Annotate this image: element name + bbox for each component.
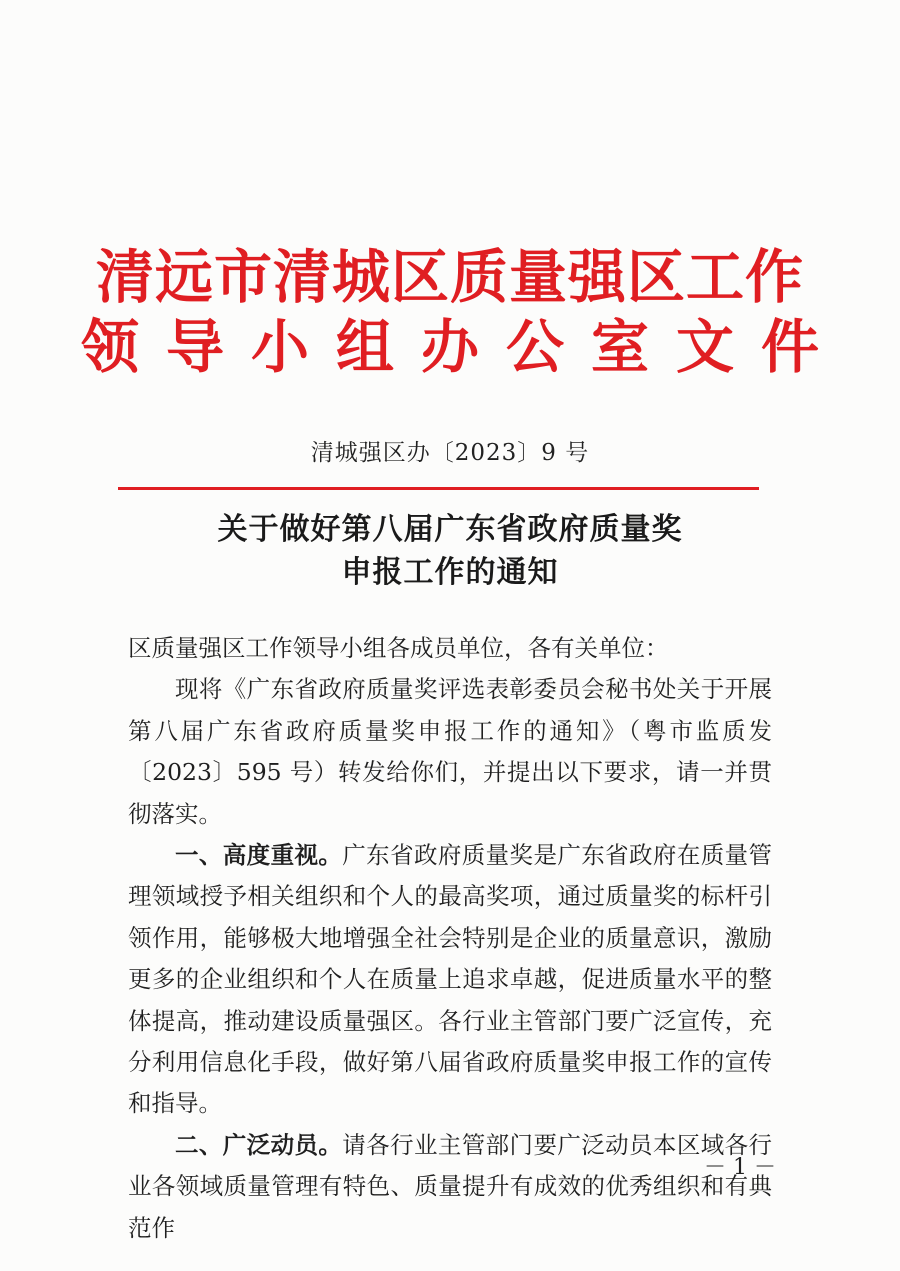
section-2-heading: 二、广泛动员。 (175, 1130, 343, 1159)
paragraph-section-1 (128, 835, 772, 1125)
addressee: 区质量强区工作领导小组各成员单位，各有关单位： (128, 634, 669, 662)
document-number: 清城强区办〔2023〕9 号 (310, 440, 590, 466)
section-2-text: 请各行业主管部门要广泛动员本区域各行业各领域质量管理有特色、质量提升有成效的优秀组织和有典范作 (128, 1130, 773, 1242)
red-divider-line (118, 487, 759, 490)
page-number: － 1 － (704, 1155, 776, 1180)
document-body (128, 628, 772, 1249)
paragraph-section-2 (128, 1125, 772, 1249)
document-title-line-1: 关于做好第八届广东省政府质量奖 (217, 512, 683, 547)
issuer-header-line-1: 清远市清城区质量强区工作 (95, 243, 804, 311)
document-title-line-2: 申报工作的通知 (341, 555, 559, 590)
section-1-heading: 一、高度重视。 (175, 841, 343, 870)
paragraph-intro (128, 669, 772, 835)
paragraph-intro-text: 现将《广东省政府质量奖评选表彰委员会秘书处关于开展第八届广东省政府质量奖申报工作的通知》（粤市监质发〔2023〕595 号）转发给你们，并提出以下要求，请一并贯彻落实。 (128, 675, 772, 828)
section-1-text: 广东省政府质量奖是广东省政府在质量管理领域授予相关组织和个人的最高奖项，通过质量奖的标杆引领作用，能够极大地增强全社会特别是企业的质量意识，激励更多的企业组织和个人在质量上追求卓越，促进质量水平的整体提高，推动建设质量强区。各行业主管部门要广泛宣传，充分利用信息化手段，做好第八届省政府质量奖申报工作的宣传和指导。 (128, 841, 773, 1118)
issuer-header-line-2: 领导小组办公室文件 (80, 313, 846, 381)
